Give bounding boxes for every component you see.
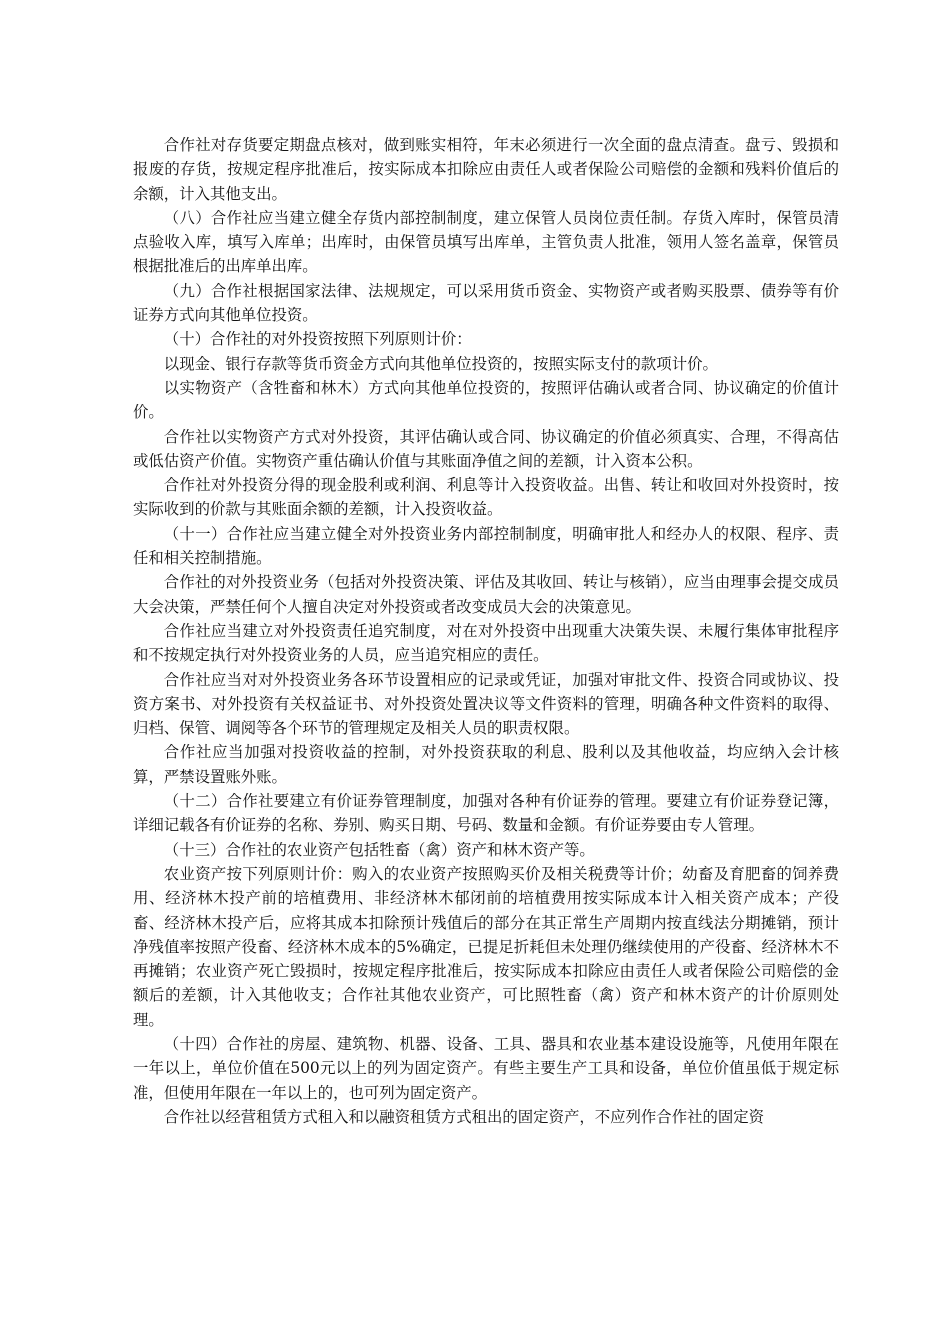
paragraph-item-14: （十四）合作社的房屋、建筑物、机器、设备、工具、器具和农业基本建设设施等，凡使用年限在一年以上，单位价值在500元以上的列为固定资产。有些主要生产工具和设备，单位价值虽低于规定标准，但使用年限在一年以上的，也可列为固定资产。 (133, 1034, 839, 1102)
paragraph-accountability: 合作社应当建立对外投资责任追究制度，对在对外投资中出现重大决策失误、未履行集体审批程序和不按规定执行对外投资业务的人员，应当追究相应的责任。 (133, 621, 839, 665)
paragraph-income-control: 合作社应当加强对投资收益的控制，对外投资获取的利息、股利以及其他收益，均应纳入会计核算，严禁设置账外账。 (133, 743, 839, 786)
paragraph-item-9: （九）合作社根据国家法律、法规规定，可以采用货币资金、实物资产或者购买股票、债券等有价证券方式向其他单位投资。 (133, 281, 839, 325)
paragraph-item-8: （八）合作社应当建立健全存货内部控制制度，建立保管人员岗位责任制。存货入库时，保管员清点验收入库，填写入库单；出库时，由保管员填写出库单，主管负责人批准，领用人签名盖章，保管员根据批准后的出库单出库。 (133, 208, 839, 276)
paragraph-physical-asset-investment: 以实物资产（含牲畜和林木）方式向其他单位投资的，按照评估确认或者合同、协议确定的价值计价。 (133, 378, 839, 422)
paragraph-item-13: （十三）合作社的农业资产包括牲畜（禽）资产和林木资产等。 (163, 840, 595, 859)
paragraph-records: 合作社应当对对外投资业务各环节设置相应的记录或凭证，加强对审批文件、投资合同或协议、投资方案书、对外投资有关权益证书、对外投资处置决议等文件资料的管理，明确各种文件资料的取得、归档、保管、调阅等各个环节的管理规定及相关人员的职责权限。 (133, 670, 839, 738)
paragraph-investment-income: 合作社对外投资分得的现金股利或利润、利息等计入投资收益。出售、转让和收回对外投资时，按实际收到的价款与其账面余额的差额，计入投资收益。 (133, 476, 839, 519)
paragraph-valuation-rule: 合作社以实物资产方式对外投资，其评估确认或合同、协议确定的价值必须真实、合理，不得高估或低估资产价值。实物资产重估确认价值与其账面净值之间的差额，计入资本公积。 (133, 427, 839, 470)
paragraph-item-11: （十一）合作社应当建立健全对外投资业务内部控制制度，明确审批人和经办人的权限、程序、责任和相关控制措施。 (133, 524, 839, 568)
paragraph-agricultural-assets: 农业资产按下列原则计价：购入的农业资产按照购买价及相关税费等计价；幼畜及育肥畜的饲养费用、经济林木投产前的培植费用、非经济林木郁闭前的培植费用按实际成本计入相关资产成本；产役畜、经济林木投产后，应将其成本扣除预计残值后的部分在其正常生产周期内按直线法分期摊销，预计净残值率按照产役畜、经济林木成本的5%确定，已提足折耗但未处理仍继续使用的产役畜、经济林木不再摊销；农业资产死亡毁损时，按规定程序批准后，按实际成本扣除应由责任人或者保险公司赔偿的金额后的差额，计入其他收支；合作社其他农业资产，可比照牲畜（禽）资产和林木资产的计价原则处理。 (133, 864, 839, 1029)
paragraph-leasing: 合作社以经营租赁方式租入和以融资租赁方式租出的固定资产，不应列作合作社的固定资 (163, 1107, 765, 1126)
paragraph-item-12: （十二）合作社要建立有价证券管理制度，加强对各种有价证券的管理。要建立有价证券登记簿，详细记载各有价证券的名称、券别、购买日期、号码、数量和金额。有价证券要由专人管理。 (133, 792, 839, 835)
paragraph-item-10: （十）合作社的对外投资按照下列原则计价： (163, 330, 472, 349)
document-body (133, 133, 839, 1129)
paragraph-inventory-count: 合作社对存货要定期盘点核对，做到账实相符，年末必须进行一次全面的盘点清查。盘亏、毁损和报废的存货，按规定程序批准后，按实际成本扣除应由责任人或者保险公司赔偿的金额和残料价值后的余额，计入其他支出。 (133, 136, 839, 203)
paragraph-investment-decision: 合作社的对外投资业务（包括对外投资决策、评估及其收回、转让与核销），应当由理事会提交成员大会决策，严禁任何个人擅自决定对外投资或者改变成员大会的决策意见。 (133, 573, 839, 616)
paragraph-cash-investment: 以现金、银行存款等货币资金方式向其他单位投资的，按照实际支付的款项计价。 (163, 354, 718, 373)
